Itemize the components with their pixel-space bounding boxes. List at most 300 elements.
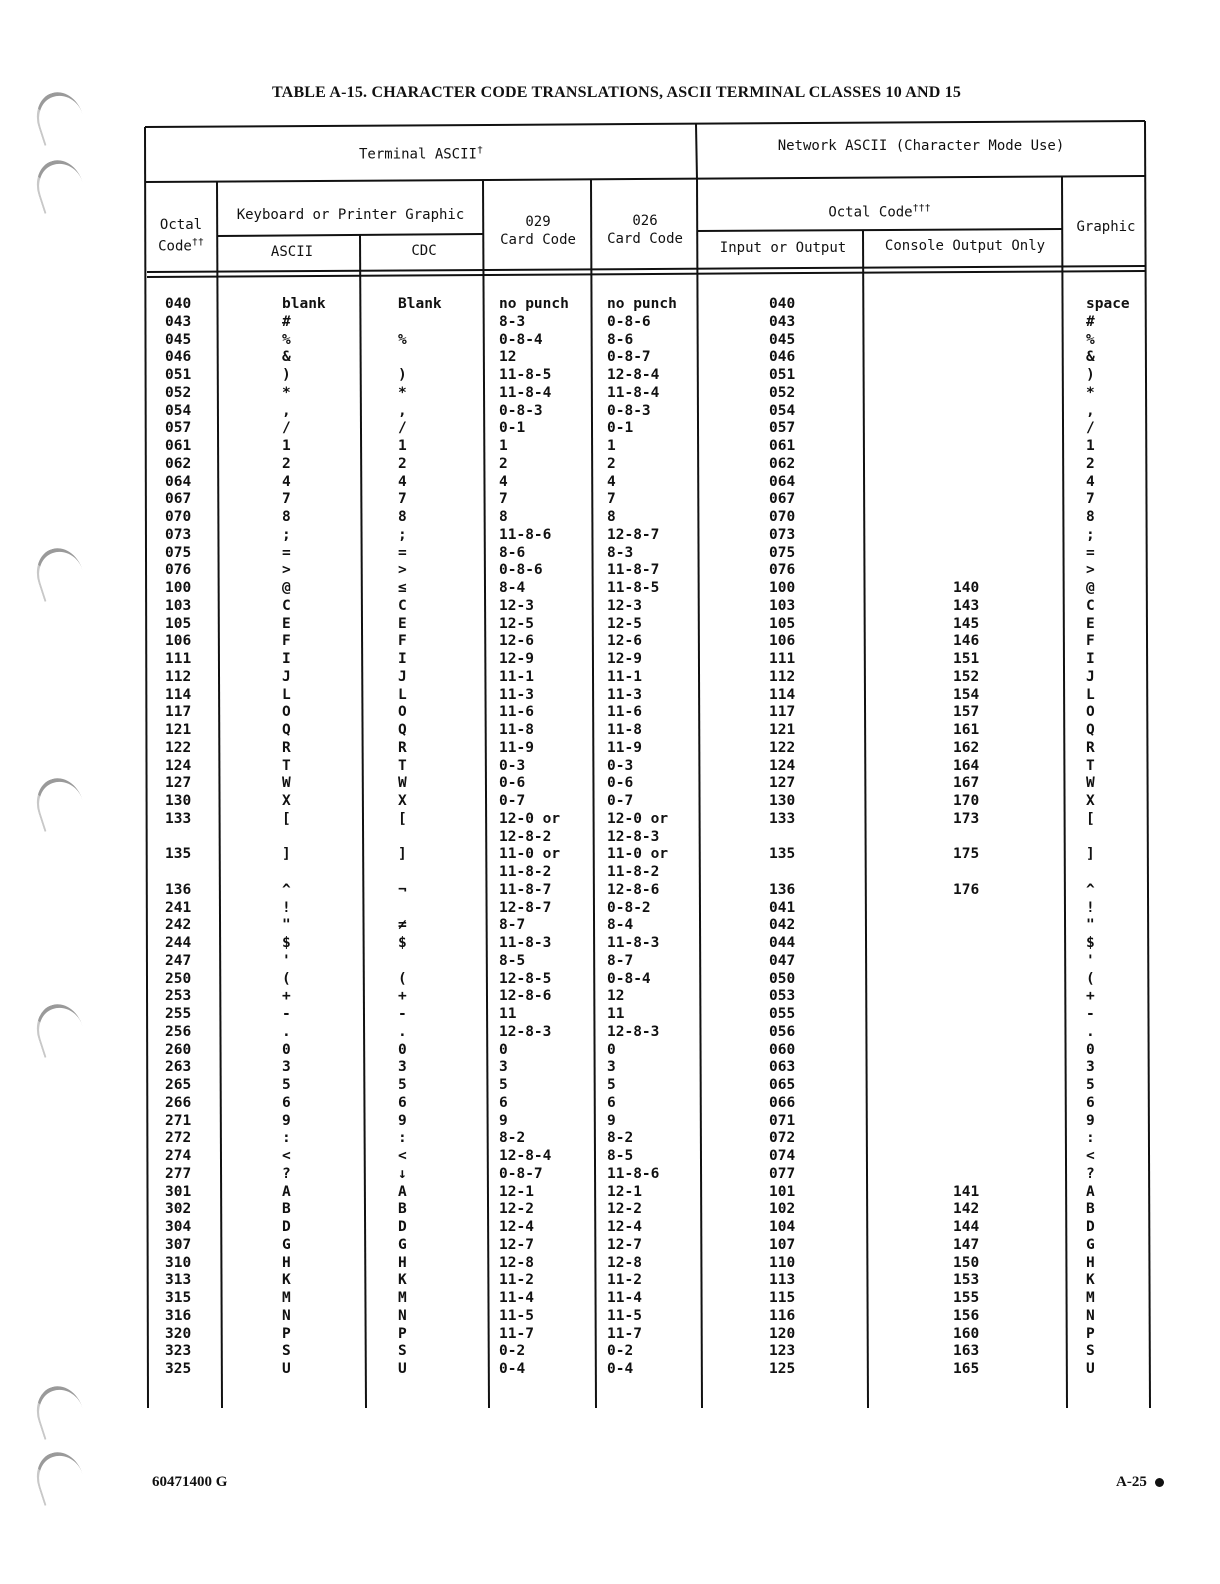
cell-ascii: Q [282, 722, 291, 738]
cell-input: 106 [769, 633, 796, 650]
cell-input: 067 [769, 491, 796, 508]
document-number: 60471400 G [152, 1474, 228, 1490]
cell-input: 121 [769, 722, 796, 738]
cell-console: 140 [953, 580, 980, 596]
cell-c029: 0-7 [499, 793, 526, 809]
cell-c026: 12-8-3 [607, 828, 660, 845]
header-net-octal-code: Octal Code††† [828, 203, 931, 221]
cell-graphic: . [1086, 1023, 1095, 1040]
cell-graphic: P [1086, 1325, 1095, 1342]
cell-octal: 046 [165, 349, 192, 366]
cell-ascii: 2 [282, 455, 291, 472]
cell-ascii: ? [282, 1165, 291, 1182]
cell-cdc: K [398, 1272, 407, 1289]
cell-octal: 114 [165, 686, 192, 703]
cell-graphic: X [1086, 793, 1095, 809]
cell-ascii: @ [282, 580, 291, 596]
cell-input: 123 [769, 1343, 796, 1360]
cell-cdc: F [398, 633, 407, 650]
cell-graphic: N [1086, 1307, 1095, 1324]
cell-c026: 12-8-4 [607, 367, 660, 383]
cell-graphic: : [1086, 1130, 1095, 1147]
cell-c026: 11 [607, 1006, 625, 1022]
cell-cdc: P [398, 1325, 407, 1342]
cell-octal: 250 [165, 970, 192, 987]
cell-c029: 0-8-3 [499, 402, 543, 419]
cell-graphic: ; [1086, 526, 1095, 543]
cell-ascii: ] [282, 846, 291, 863]
cell-c029: 11-3 [499, 686, 534, 703]
cell-ascii: ! [282, 899, 291, 916]
cell-c029: 3 [499, 1059, 508, 1076]
cell-c029: 11-8-2 [499, 864, 552, 880]
cell-console: 153 [953, 1272, 980, 1289]
cell-graphic: + [1086, 988, 1095, 1005]
cell-graphic: 8 [1086, 509, 1095, 525]
cell-octal: 263 [165, 1059, 192, 1076]
cell-c026: 0-8-7 [607, 349, 651, 366]
cell-ascii: ^ [282, 881, 291, 898]
cell-console: 162 [953, 739, 980, 756]
cell-c026: 12-9 [607, 651, 642, 667]
cell-input: 061 [769, 438, 796, 454]
cell-octal: 133 [165, 810, 192, 827]
cell-octal: 265 [165, 1077, 192, 1093]
cell-c026: 0-8-2 [607, 899, 651, 916]
cell-ascii: : [282, 1130, 291, 1147]
cell-console: 170 [953, 793, 980, 809]
cell-cdc: 8 [398, 509, 407, 525]
cell-c029: 0-8-7 [499, 1165, 543, 1182]
cell-c026: 7 [607, 491, 616, 508]
cell-input: 062 [769, 455, 796, 472]
cell-c026: 11-5 [607, 1307, 642, 1324]
cell-octal: 106 [165, 633, 192, 650]
cell-cdc: < [398, 1148, 407, 1164]
cell-c029: 7 [499, 491, 508, 508]
cell-c029: 0-1 [499, 420, 526, 437]
cell-input: 060 [769, 1041, 796, 1058]
cell-input: 105 [769, 615, 796, 632]
cell-c029: 11 [499, 1006, 517, 1022]
cell-cdc: 6 [398, 1094, 407, 1111]
cell-c029: 12-4 [499, 1219, 534, 1235]
cell-graphic: A [1086, 1183, 1095, 1200]
cell-octal: 117 [165, 704, 192, 721]
cell-input: 066 [769, 1094, 796, 1111]
cell-c026: 4 [607, 473, 616, 490]
cell-graphic: ) [1086, 367, 1095, 383]
cell-ascii: 5 [282, 1077, 291, 1093]
cell-octal: 256 [165, 1023, 192, 1040]
cell-console: 142 [953, 1201, 980, 1218]
cell-graphic: ^ [1086, 881, 1095, 898]
cell-cdc: T [398, 757, 407, 774]
cell-input: 113 [769, 1272, 796, 1289]
cell-octal: 064 [165, 473, 192, 490]
cell-octal: 301 [165, 1183, 192, 1200]
header-cdc: CDC [411, 243, 437, 259]
cell-input: 054 [769, 402, 796, 419]
cell-ascii: W [282, 775, 291, 792]
cell-octal: 253 [165, 988, 192, 1005]
cell-cdc: U [398, 1361, 407, 1377]
cell-octal: 307 [165, 1236, 192, 1253]
cell-console: 144 [953, 1219, 980, 1235]
cell-c029: 8-6 [499, 544, 526, 561]
cell-octal: 302 [165, 1201, 192, 1218]
cell-cdc: ¬ [398, 881, 407, 898]
cell-console: 161 [953, 722, 980, 738]
cell-ascii: H [282, 1254, 291, 1271]
cell-ascii: D [282, 1219, 291, 1235]
cell-c026: 6 [607, 1094, 616, 1111]
cell-c026: 11-8-6 [607, 1165, 660, 1182]
cell-octal: 105 [165, 615, 192, 632]
cell-console: 164 [953, 757, 980, 774]
cell-c026: 11-1 [607, 668, 642, 685]
cell-octal: 054 [165, 402, 192, 419]
cell-input: 050 [769, 970, 796, 987]
cell-octal: 316 [165, 1307, 192, 1324]
cell-c029: 12-8-6 [499, 988, 552, 1005]
cell-graphic: - [1086, 1006, 1095, 1022]
cell-console: 151 [953, 651, 980, 667]
cell-c026: 11-6 [607, 704, 642, 721]
cell-cdc: O [398, 704, 407, 721]
cell-c029: no punch [499, 296, 569, 312]
cell-cdc: 5 [398, 1077, 407, 1093]
cell-c029: 8-2 [499, 1130, 526, 1147]
cell-ascii: S [282, 1343, 291, 1360]
cell-octal: 112 [165, 668, 192, 685]
cell-octal: 315 [165, 1290, 192, 1306]
cell-c026: 8-2 [607, 1130, 634, 1147]
cell-input: 100 [769, 580, 796, 596]
cell-cdc: G [398, 1236, 407, 1253]
cell-graphic: D [1086, 1219, 1095, 1235]
cell-graphic: ? [1086, 1165, 1095, 1182]
cell-octal: 043 [165, 313, 192, 330]
cell-c026: 12-8-3 [607, 1023, 660, 1040]
cell-cdc: X [398, 793, 407, 809]
cell-octal: 111 [165, 651, 192, 667]
cell-c029: 11-5 [499, 1307, 534, 1324]
cell-graphic: Q [1086, 722, 1095, 738]
cell-c026: 0-4 [607, 1361, 634, 1377]
cell-ascii: = [282, 544, 291, 561]
cell-c029: 9 [499, 1112, 508, 1129]
cell-ascii: 1 [282, 438, 291, 454]
header-input-or-output: Input or Output [719, 240, 847, 256]
cell-c029: 11-8-6 [499, 526, 552, 543]
cell-input: 070 [769, 509, 796, 525]
cell-cdc: $ [398, 935, 407, 951]
cell-c029: 12-9 [499, 651, 534, 667]
cell-console: 141 [953, 1183, 980, 1200]
cell-octal: 040 [165, 296, 192, 312]
cell-input: 115 [769, 1290, 796, 1306]
cell-ascii: O [282, 704, 291, 721]
cell-graphic: 0 [1086, 1041, 1095, 1058]
cell-cdc: W [398, 775, 407, 792]
cell-graphic: K [1086, 1272, 1095, 1289]
cell-octal: 313 [165, 1272, 192, 1289]
cell-graphic: J [1086, 668, 1095, 685]
cell-ascii: 0 [282, 1041, 291, 1058]
cell-console: 157 [953, 704, 980, 721]
cell-c029: 0-8-4 [499, 331, 543, 348]
cell-c029: 0 [499, 1041, 508, 1058]
cell-c026: 12-2 [607, 1201, 642, 1218]
cell-input: 053 [769, 988, 796, 1005]
cell-console: 167 [953, 775, 980, 792]
cell-c029: 12-7 [499, 1236, 534, 1253]
cell-input: 114 [769, 686, 796, 703]
cell-graphic: , [1086, 402, 1095, 419]
cell-c029: 8-4 [499, 580, 526, 596]
cell-graphic: [ [1086, 810, 1095, 827]
cell-ascii: ' [282, 952, 291, 969]
cell-graphic: * [1086, 384, 1095, 401]
cell-input: 075 [769, 544, 796, 561]
cell-input: 064 [769, 473, 796, 490]
cell-c026: 0-6 [607, 775, 634, 792]
cell-c026: 12-3 [607, 597, 642, 614]
cell-c026: 8-4 [607, 917, 634, 934]
cell-c029: 12-0 or [499, 810, 561, 827]
cell-cdc: E [398, 615, 407, 632]
cell-input: 112 [769, 668, 796, 685]
cell-graphic: 3 [1086, 1059, 1095, 1076]
cell-ascii: < [282, 1148, 291, 1164]
cell-console: 176 [953, 881, 980, 898]
cell-c029: 12-3 [499, 597, 534, 614]
cell-input: 057 [769, 420, 796, 437]
cell-cdc: - [398, 1006, 407, 1022]
cell-cdc: ≠ [398, 917, 407, 934]
cell-console: 150 [953, 1254, 980, 1271]
cell-octal: 124 [165, 757, 192, 774]
cell-graphic: 6 [1086, 1094, 1095, 1111]
cell-graphic: M [1086, 1290, 1095, 1306]
cell-graphic: E [1086, 615, 1095, 632]
bullet-icon [1155, 1478, 1164, 1487]
cell-octal: 075 [165, 544, 192, 561]
cell-input: 104 [769, 1219, 796, 1235]
cell-c026: 0-8-3 [607, 402, 651, 419]
cell-c026: 11-7 [607, 1325, 642, 1342]
cell-graphic: F [1086, 633, 1095, 650]
cell-ascii: % [282, 331, 291, 348]
cell-c026: 11-0 or [607, 846, 669, 863]
cell-c029: 11-0 or [499, 846, 561, 863]
cell-input: 056 [769, 1023, 796, 1040]
cell-c029: 12-8-2 [499, 828, 552, 845]
header-026-card-code: 026 Card Code [607, 213, 683, 247]
cell-input: 111 [769, 651, 796, 667]
cell-cdc: / [398, 420, 407, 437]
cell-octal: 073 [165, 526, 192, 543]
cell-octal: 325 [165, 1361, 192, 1377]
header-terminal-ascii: Terminal ASCII† [358, 145, 484, 163]
cell-c026: 11-4 [607, 1290, 642, 1306]
cell-input: 103 [769, 597, 796, 614]
cell-graphic: 2 [1086, 455, 1095, 472]
cell-cdc: ; [398, 526, 407, 543]
cell-octal: 244 [165, 935, 192, 951]
cell-input: 071 [769, 1112, 796, 1129]
cell-console: 175 [953, 846, 980, 863]
cell-ascii: F [282, 633, 291, 650]
cell-graphic: O [1086, 704, 1095, 721]
cell-input: 044 [769, 935, 796, 951]
cell-c029: 6 [499, 1094, 508, 1111]
cell-octal: 304 [165, 1219, 192, 1235]
cell-input: 041 [769, 899, 796, 916]
cell-octal: 136 [165, 881, 192, 898]
cell-cdc: R [398, 739, 407, 756]
cell-graphic: & [1086, 349, 1095, 366]
cell-input: 073 [769, 526, 796, 543]
cell-octal: 241 [165, 899, 192, 916]
cell-graphic: $ [1086, 935, 1095, 951]
cell-ascii: 7 [282, 491, 291, 508]
cell-console: 163 [953, 1343, 980, 1360]
cell-octal: 277 [165, 1165, 192, 1182]
cell-c026: 8 [607, 509, 616, 525]
cell-cdc: ↓ [398, 1165, 407, 1182]
cell-c029: 11-8-4 [499, 384, 552, 401]
cell-input: 124 [769, 757, 796, 774]
cell-ascii: L [282, 686, 291, 703]
cell-cdc: 7 [398, 491, 407, 508]
cell-console: 146 [953, 633, 980, 650]
cell-ascii: J [282, 668, 291, 685]
cell-c029: 11-8-7 [499, 881, 552, 898]
cell-c026: 12-1 [607, 1183, 642, 1200]
cell-graphic: I [1086, 651, 1095, 667]
cell-c029: 11-4 [499, 1290, 534, 1306]
cell-octal: 061 [165, 438, 192, 454]
cell-console: 155 [953, 1290, 980, 1306]
cell-c026: 12-8 [607, 1254, 642, 1271]
cell-graphic: ' [1086, 952, 1095, 969]
cell-c029: 11-8-3 [499, 935, 552, 951]
cell-octal: 271 [165, 1112, 192, 1129]
cell-input: 043 [769, 313, 796, 330]
cell-input: 116 [769, 1307, 796, 1324]
cell-c026: 12-5 [607, 615, 642, 632]
cell-c029: 11-2 [499, 1272, 534, 1289]
cell-octal: 076 [165, 562, 192, 579]
cell-cdc: C [398, 597, 407, 614]
cell-ascii: R [282, 739, 291, 756]
cell-cdc: [ [398, 810, 407, 827]
cell-ascii: 8 [282, 509, 291, 525]
cell-octal: 127 [165, 775, 192, 792]
cell-c026: 8-5 [607, 1148, 634, 1164]
cell-c026: 8-3 [607, 544, 634, 561]
cell-ascii: E [282, 615, 291, 632]
cell-input: 135 [769, 846, 796, 863]
cell-console: 145 [953, 615, 980, 632]
cell-octal: 266 [165, 1094, 192, 1111]
cell-graphic: S [1086, 1343, 1095, 1360]
cell-c029: 11-8-5 [499, 367, 552, 383]
cell-c026: 1 [607, 438, 616, 454]
cell-cdc: 0 [398, 1041, 407, 1058]
header-graphic: Graphic [1076, 219, 1136, 235]
cell-cdc: ] [398, 846, 407, 863]
cell-cdc: = [398, 544, 407, 561]
cell-graphic: ! [1086, 899, 1095, 916]
cell-cdc: % [398, 331, 407, 348]
cell-cdc: > [398, 562, 407, 579]
cell-cdc: 9 [398, 1112, 407, 1129]
cell-input: 047 [769, 952, 796, 969]
cell-input: 122 [769, 739, 796, 756]
cell-octal: 255 [165, 1006, 192, 1022]
cell-c026: 0-2 [607, 1343, 634, 1360]
page-title: TABLE A-15. CHARACTER CODE TRANSLATIONS, ASCII TERMINAL CLASSES 10 AND 15 [272, 84, 962, 101]
cell-ascii: ( [282, 970, 291, 987]
cell-graphic: < [1086, 1148, 1095, 1164]
cell-console: 147 [953, 1236, 980, 1253]
cell-c029: 8-3 [499, 313, 526, 330]
cell-console: 156 [953, 1307, 980, 1324]
cell-octal: 103 [165, 597, 192, 614]
cell-cdc: 3 [398, 1059, 407, 1076]
header-console-output-only: Console Output Only [884, 238, 1046, 254]
cell-graphic: " [1086, 917, 1095, 934]
cell-c026: 11-9 [607, 739, 642, 756]
cell-octal: 121 [165, 722, 192, 738]
cell-octal: 100 [165, 580, 192, 596]
cell-graphic: / [1086, 420, 1095, 437]
cell-c029: 0-6 [499, 775, 526, 792]
cell-input: 046 [769, 349, 796, 366]
cell-console: 165 [953, 1361, 980, 1377]
cell-c029: 12-1 [499, 1183, 534, 1200]
header-network-ascii: Network ASCII (Character Mode Use) [777, 138, 1065, 154]
cell-c026: 3 [607, 1059, 616, 1076]
cell-c026: no punch [607, 296, 677, 312]
cell-console: 143 [953, 597, 980, 614]
cell-ascii: [ [282, 810, 291, 827]
cell-octal: 260 [165, 1041, 192, 1058]
cell-ascii: * [282, 384, 291, 401]
cell-c029: 12-6 [499, 633, 534, 650]
cell-ascii: N [282, 1307, 291, 1324]
cell-cdc: 2 [398, 455, 407, 472]
cell-ascii: 9 [282, 1112, 291, 1129]
cell-graphic: ( [1086, 970, 1095, 987]
cell-ascii: + [282, 988, 291, 1005]
cell-c029: 4 [499, 473, 508, 490]
cell-graphic: 1 [1086, 438, 1095, 454]
cell-input: 107 [769, 1236, 796, 1253]
cell-c026: 11-8 [607, 722, 642, 738]
cell-octal: 045 [165, 331, 192, 348]
page-number: A-25 [1116, 1474, 1164, 1491]
header-029-card-code: 029 Card Code [500, 214, 576, 248]
cell-octal: 135 [165, 846, 192, 863]
cell-ascii: U [282, 1361, 291, 1377]
cell-c029: 12-8-7 [499, 899, 552, 916]
cell-c026: 12 [607, 988, 625, 1005]
cell-cdc: , [398, 402, 407, 419]
